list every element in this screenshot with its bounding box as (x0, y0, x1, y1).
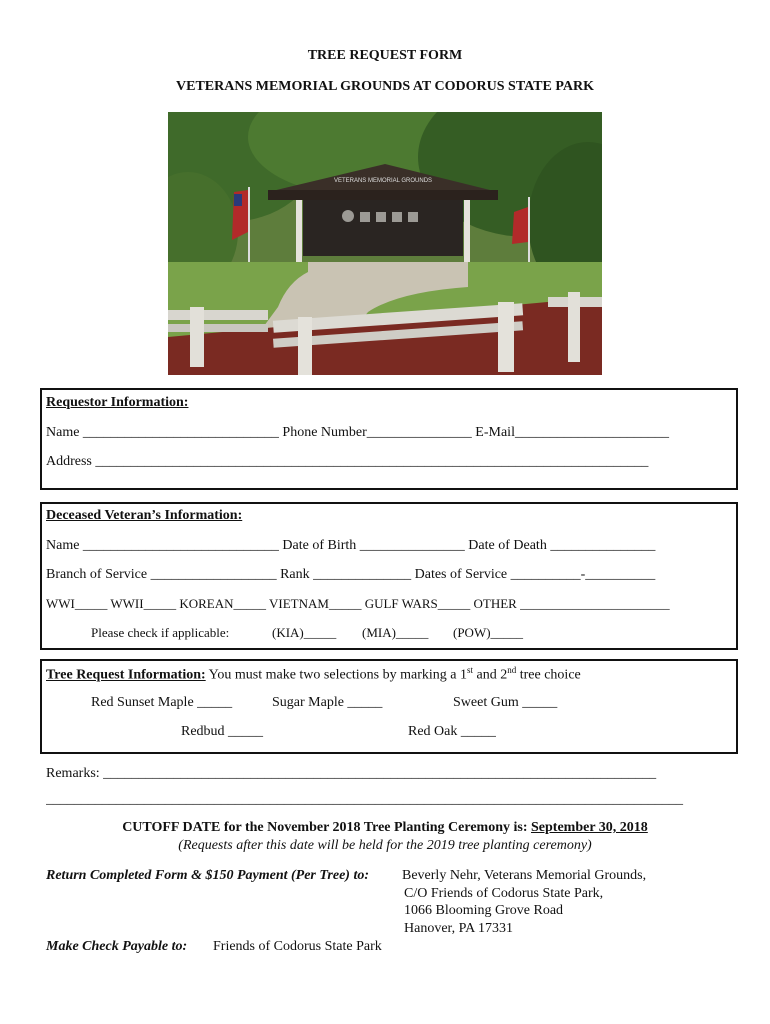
deceased-name-dates[interactable]: Name ____________________________ Date of Birth _______________ Date of Death _______________ (46, 538, 656, 553)
cutoff-date: September 30, 2018 (531, 820, 648, 835)
remarks-line-1[interactable]: Remarks: _______________________________________________________________________________ (46, 766, 657, 781)
return-address-4: Hanover, PA 17331 (404, 921, 513, 936)
return-label: Return Completed Form & $150 Payment (Per Tree) to: (46, 868, 370, 883)
cutoff-note: (Requests after this date will be held for the 2019 tree planting ceremony) (178, 838, 592, 853)
requestor-name-phone-email[interactable]: Name ____________________________ Phone Number_______________ E-Mail______________________ (46, 425, 669, 440)
check-label: Please check if applicable: (91, 625, 230, 640)
deceased-wars[interactable]: WWI_____ WWII_____ KOREAN_____ VIETNAM_____ GULF WARS_____ OTHER _______________________ (46, 596, 670, 611)
tree-redbud[interactable]: Redbud _____ (181, 724, 264, 739)
pavilion-sign-text: VETERANS MEMORIAL GROUNDS (333, 178, 433, 184)
tree-red-sunset-maple[interactable]: Red Sunset Maple _____ (91, 695, 233, 710)
requestor-heading: Requestor Information: (46, 395, 189, 410)
tree-heading-row (46, 665, 581, 684)
deceased-branch-rank[interactable]: Branch of Service __________________ Rank ______________ Dates of Service __________-__________ (46, 567, 656, 582)
requestor-address[interactable]: Address _______________________________________________________________________________ (46, 454, 649, 469)
payable-label: Make Check Payable to: (46, 939, 188, 954)
remarks-line-2[interactable]: ___________________________________________________________________________________________ (46, 792, 683, 807)
form-subtitle: VETERANS MEMORIAL GROUNDS AT CODORUS STATE PARK (176, 79, 594, 94)
return-address-2: C/O Friends of Codorus State Park, (404, 886, 604, 901)
tree-sugar-maple[interactable]: Sugar Maple _____ (272, 695, 383, 710)
tree-sweet-gum[interactable]: Sweet Gum _____ (453, 695, 558, 710)
return-address-3: 1066 Blooming Grove Road (404, 903, 564, 918)
tree-instruction-a: You must make two selections by marking a 1 (205, 667, 467, 683)
mia-field[interactable]: (MIA)_____ (362, 625, 429, 640)
payable-value: Friends of Codorus State Park (213, 939, 382, 954)
tree-heading: Tree Request Information: (46, 667, 206, 683)
cutoff-row (0, 820, 770, 836)
deceased-heading: Deceased Veteran’s Information: (46, 508, 243, 523)
sup-second: nd (507, 665, 517, 675)
return-address-1: Beverly Nehr, Veterans Memorial Grounds, (402, 868, 647, 883)
tree-instruction-c: tree choice (516, 667, 581, 683)
tree-instruction-b: and 2 (473, 667, 508, 683)
kia-field[interactable]: (KIA)_____ (272, 625, 337, 640)
form-title: TREE REQUEST FORM (307, 48, 463, 63)
memorial-pavilion-photo (168, 112, 602, 375)
tree-red-oak[interactable]: Red Oak _____ (408, 724, 496, 739)
pow-field[interactable]: (POW)_____ (453, 625, 524, 640)
cutoff-text: CUTOFF DATE for the November 2018 Tree Planting Ceremony is: (122, 820, 532, 835)
sup-first: st (467, 665, 474, 675)
